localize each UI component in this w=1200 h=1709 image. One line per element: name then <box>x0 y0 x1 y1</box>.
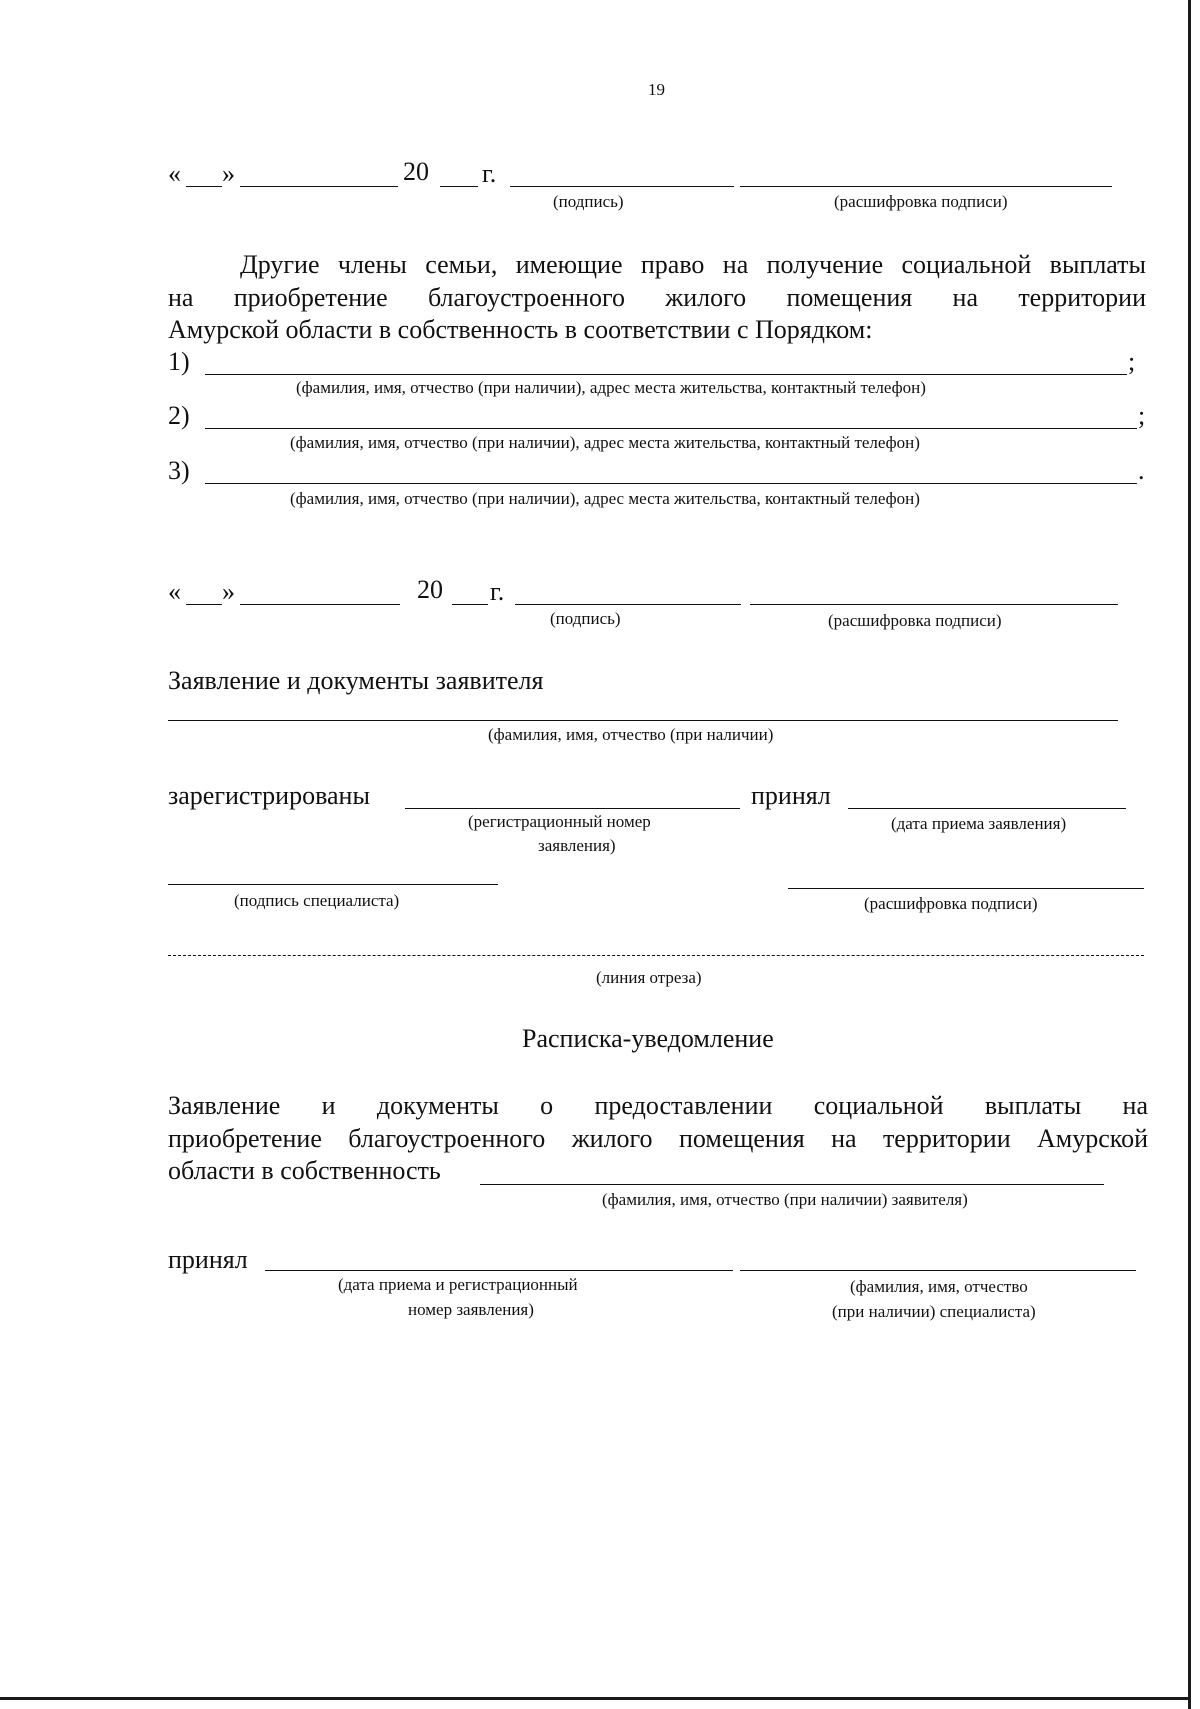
signature-decoding-blank[interactable] <box>750 604 1118 605</box>
receipt-line-2: приобретение благоустроенного жилого помещения на территории Амурской <box>168 1124 1148 1153</box>
registration-number-caption-2: заявления) <box>538 836 616 855</box>
decoding-caption: (расшифровка подписи) <box>828 611 1002 630</box>
specialist-decoding-caption: (расшифровка подписи) <box>864 894 1038 913</box>
family-item-1-caption: (фамилия, имя, отчество (при наличии), адрес места жительства, контактный телефон) <box>296 378 926 397</box>
family-item-3-caption: (фамилия, имя, отчество (при наличии), адрес места жительства, контактный телефон) <box>290 489 920 508</box>
date-quote-open: « <box>168 577 181 606</box>
signature-caption: (подпись) <box>553 192 624 211</box>
applicant-heading: Заявление и документы заявителя <box>168 666 544 695</box>
receipt-line-1: Заявление и документы о предоставлении социальной выплаты на <box>168 1091 1148 1120</box>
family-item-3-end-mark: . <box>1138 456 1145 485</box>
family-item-3-blank[interactable] <box>205 483 1137 484</box>
date-year-prefix: 20 <box>417 575 443 604</box>
date-month-blank[interactable] <box>240 604 400 605</box>
applicant-name-blank[interactable] <box>168 720 1118 721</box>
family-intro-line-2: на приобретение благоустроенного жилого помещения на территории <box>168 283 1146 312</box>
signature-blank[interactable] <box>515 604 741 605</box>
date-quote-open: « <box>168 159 181 188</box>
receipt-specialist-caption-1: (фамилия, имя, отчество <box>850 1277 1028 1296</box>
date-year-prefix: 20 <box>403 157 429 186</box>
family-item-2-blank[interactable] <box>205 428 1137 429</box>
registered-label: зарегистрированы <box>168 781 370 810</box>
cut-line-caption: (линия отреза) <box>596 968 702 987</box>
date-year-blank[interactable] <box>440 186 478 187</box>
signature-blank[interactable] <box>510 186 734 187</box>
receipt-specialist-caption-2: (при наличии) специалиста) <box>832 1302 1036 1321</box>
page-number: 19 <box>648 80 665 99</box>
registration-number-caption-1: (регистрационный номер <box>468 812 651 831</box>
date-day-blank[interactable] <box>186 186 222 187</box>
accept-date-caption: (дата приема заявления) <box>891 814 1067 833</box>
receipt-specialist-blank[interactable] <box>740 1270 1136 1271</box>
receipt-applicant-caption: (фамилия, имя, отчество (при наличии) заявителя) <box>602 1190 968 1209</box>
family-item-2-caption: (фамилия, имя, отчество (при наличии), адрес места жительства, контактный телефон) <box>290 433 920 452</box>
family-item-1-end-mark: ; <box>1128 347 1136 376</box>
receipt-date-caption-2: номер заявления) <box>408 1300 534 1319</box>
family-intro-line-1: Другие члены семьи, имеющие право на получение социальной выплаты <box>240 250 1146 279</box>
applicant-name-caption: (фамилия, имя, отчество (при наличии) <box>488 725 774 744</box>
receipt-date-caption-1: (дата приема и регистрационный <box>338 1275 578 1294</box>
receipt-title: Расписка-уведомление <box>522 1024 774 1053</box>
signature-decoding-blank[interactable] <box>740 186 1112 187</box>
family-item-1-blank[interactable] <box>205 374 1127 375</box>
accepted-label: принял <box>751 781 831 810</box>
family-item-1-number: 1) <box>168 347 190 376</box>
registration-number-blank[interactable] <box>405 808 740 809</box>
receipt-accepted-label: принял <box>168 1245 248 1274</box>
scan-border-right <box>1188 0 1191 1709</box>
date-year-blank[interactable] <box>452 604 488 605</box>
family-item-2-end-mark: ; <box>1138 401 1146 430</box>
date-quote-close: » <box>222 159 235 188</box>
date-quote-close: » <box>222 577 235 606</box>
family-intro-line-3: Амурской области в собственность в соответствии с Порядком: <box>168 315 873 344</box>
family-item-2-number: 2) <box>168 401 190 430</box>
decoding-caption: (расшифровка подписи) <box>834 192 1008 211</box>
date-day-blank[interactable] <box>186 604 222 605</box>
specialist-signature-blank[interactable] <box>168 884 498 885</box>
receipt-date-blank[interactable] <box>265 1270 733 1271</box>
cut-line <box>168 955 1144 956</box>
specialist-signature-caption: (подпись специалиста) <box>234 891 400 910</box>
accept-date-blank[interactable] <box>848 808 1126 809</box>
signature-caption: (подпись) <box>550 609 621 628</box>
date-month-blank[interactable] <box>240 186 398 187</box>
date-year-suffix: г. <box>482 159 497 188</box>
receipt-applicant-blank[interactable] <box>480 1184 1104 1185</box>
family-item-3-number: 3) <box>168 456 190 485</box>
receipt-line-3: области в собственность <box>168 1156 441 1185</box>
scan-border-bottom <box>0 1697 1190 1700</box>
date-year-suffix: г. <box>490 577 505 606</box>
specialist-decoding-blank[interactable] <box>788 888 1144 889</box>
